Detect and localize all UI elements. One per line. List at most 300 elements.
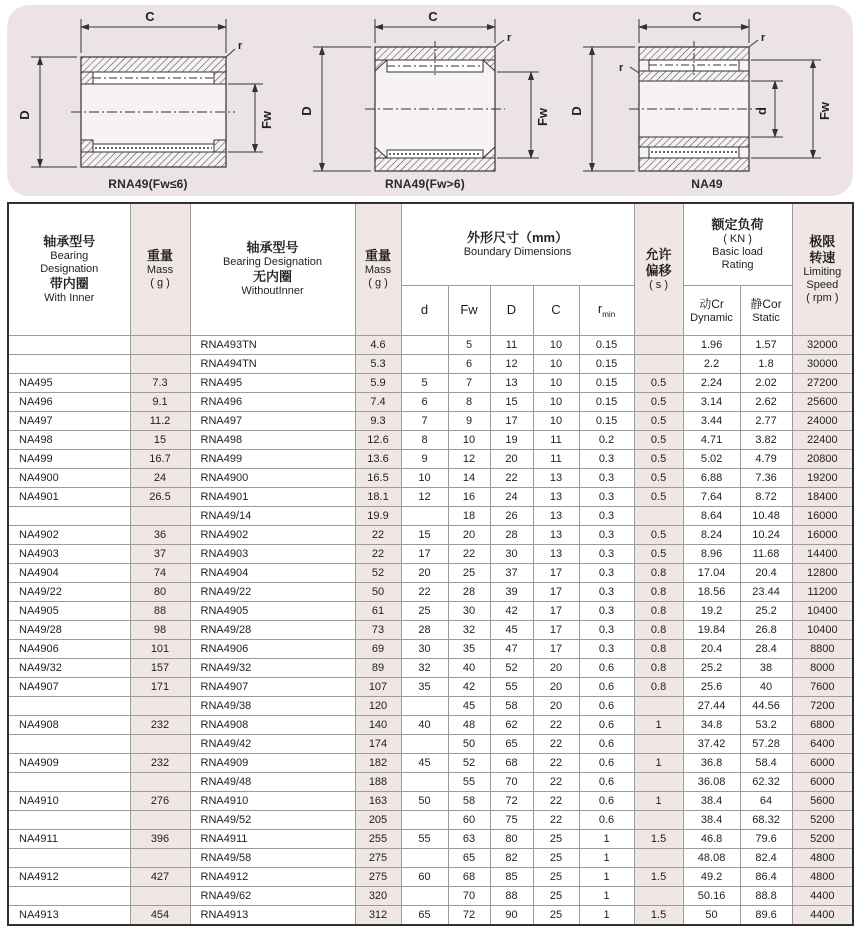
cell: 0.3	[579, 601, 634, 620]
table-row	[8, 392, 853, 411]
cell: 62	[490, 715, 533, 734]
cell: 88	[130, 601, 190, 620]
cell: 79.6	[740, 829, 792, 848]
cell: 58.4	[740, 753, 792, 772]
cell: 0.5	[634, 449, 683, 468]
table-row	[8, 886, 853, 905]
bearing-cross-section-icon	[567, 7, 847, 179]
cell: 11.68	[740, 544, 792, 563]
cell: NA496	[8, 392, 130, 411]
cell: 4.79	[740, 449, 792, 468]
cell: 61	[355, 601, 401, 620]
header-allowable-offset: 允许 偏移 ( s )	[634, 203, 683, 335]
table-row	[8, 677, 853, 696]
header-boundary-dimensions: 外形尺寸（mm） Boundary Dimensions	[401, 203, 634, 285]
cell: 5.9	[355, 373, 401, 392]
cell: NA4908	[8, 715, 130, 734]
cell: 18	[448, 506, 490, 525]
cell: 7	[401, 411, 448, 430]
cell: 20	[448, 525, 490, 544]
cell: RNA4912	[190, 867, 355, 886]
cell	[634, 848, 683, 867]
cell: 275	[355, 867, 401, 886]
cell: 42	[448, 677, 490, 696]
cell: 0.8	[634, 563, 683, 582]
cell: 0.8	[634, 620, 683, 639]
cell: 5	[448, 335, 490, 354]
cell	[401, 734, 448, 753]
table-row	[8, 449, 853, 468]
cell: 25	[448, 563, 490, 582]
cell	[634, 886, 683, 905]
header-static-cor: 静Cor Static	[740, 285, 792, 335]
cell: NA4902	[8, 525, 130, 544]
cell: 140	[355, 715, 401, 734]
cell: NA4912	[8, 867, 130, 886]
header-dim-fw: Fw	[448, 285, 490, 335]
cell: 65	[448, 848, 490, 867]
cell: 65	[401, 905, 448, 925]
table-row	[8, 696, 853, 715]
cell: 6.88	[683, 468, 740, 487]
cell: 3.82	[740, 430, 792, 449]
cell	[8, 506, 130, 525]
cell: 8.72	[740, 487, 792, 506]
cell: 22	[448, 544, 490, 563]
cell: 2.77	[740, 411, 792, 430]
diagram-caption: NA49	[691, 177, 723, 191]
cell: RNA498	[190, 430, 355, 449]
cell: 1.5	[634, 905, 683, 925]
cell: 30	[490, 544, 533, 563]
cell: 10400	[792, 601, 853, 620]
cell: 52	[448, 753, 490, 772]
cell	[401, 772, 448, 791]
dim-label-d-outer: D	[299, 106, 314, 116]
cell: 18.56	[683, 582, 740, 601]
cell: 65	[490, 734, 533, 753]
cell: 0.3	[579, 449, 634, 468]
cell: 28.4	[740, 639, 792, 658]
cell: 42	[490, 601, 533, 620]
cell: RNA49/58	[190, 848, 355, 867]
cell: 10	[448, 430, 490, 449]
header-mass-1: 重量 Mass ( g )	[130, 203, 190, 335]
cell: 427	[130, 867, 190, 886]
cell: NA4913	[8, 905, 130, 925]
dim-label-r: r	[761, 32, 766, 44]
cell: 10	[401, 468, 448, 487]
cell: 25	[533, 905, 579, 925]
bearing-diagram-rna49-large	[295, 5, 555, 191]
cell	[8, 886, 130, 905]
cell: 17	[533, 563, 579, 582]
cell: 47	[490, 639, 533, 658]
cell: 1.5	[634, 829, 683, 848]
cell: 16000	[792, 506, 853, 525]
cell: 85	[490, 867, 533, 886]
cell: 36.08	[683, 772, 740, 791]
header-without-inner: 轴承型号 Bearing Designation 无内圈 WithoutInner	[190, 203, 355, 335]
cell: 27.44	[683, 696, 740, 715]
cell: 63	[448, 829, 490, 848]
cell: 0.15	[579, 335, 634, 354]
cell: 19.84	[683, 620, 740, 639]
cell: 17	[533, 582, 579, 601]
cell: 8000	[792, 658, 853, 677]
cell: 4800	[792, 867, 853, 886]
cell: 255	[355, 829, 401, 848]
cell: RNA4900	[190, 468, 355, 487]
cell: RNA4911	[190, 829, 355, 848]
cell	[130, 886, 190, 905]
cell: 4400	[792, 905, 853, 925]
cell: 6800	[792, 715, 853, 734]
cell: 0.3	[579, 639, 634, 658]
cell: RNA49/48	[190, 772, 355, 791]
cell: 38.4	[683, 791, 740, 810]
cell: 11200	[792, 582, 853, 601]
table-body	[8, 335, 853, 925]
cell: 25600	[792, 392, 853, 411]
cell: 19.2	[683, 601, 740, 620]
cell: 0.3	[579, 525, 634, 544]
cell: 22	[533, 810, 579, 829]
cell: 8.96	[683, 544, 740, 563]
cell: 40	[401, 715, 448, 734]
cell: 1	[579, 829, 634, 848]
cell: 1	[634, 753, 683, 772]
cell: NA4903	[8, 544, 130, 563]
cell: 89.6	[740, 905, 792, 925]
cell: 36.8	[683, 753, 740, 772]
cell: RNA4903	[190, 544, 355, 563]
table-row	[8, 772, 853, 791]
cell	[130, 354, 190, 373]
cell: 182	[355, 753, 401, 772]
cell: 8800	[792, 639, 853, 658]
cell: 9.1	[130, 392, 190, 411]
cell: 7.3	[130, 373, 190, 392]
cell: 9.3	[355, 411, 401, 430]
dim-label-fw: Fw	[817, 101, 832, 121]
cell: 98	[130, 620, 190, 639]
cell: 22	[355, 525, 401, 544]
cell: 7600	[792, 677, 853, 696]
cell: NA4900	[8, 468, 130, 487]
cell: 17	[533, 620, 579, 639]
cell: 0.5	[634, 392, 683, 411]
cell: 11	[533, 430, 579, 449]
cell	[401, 810, 448, 829]
cell: 14	[448, 468, 490, 487]
bearing-spec-table	[7, 202, 854, 926]
cell: 22	[355, 544, 401, 563]
cell: 75	[490, 810, 533, 829]
cell: 25.6	[683, 677, 740, 696]
cell: 35	[401, 677, 448, 696]
cell: 68.32	[740, 810, 792, 829]
cell: 25	[533, 848, 579, 867]
cell: 45	[401, 753, 448, 772]
cell	[634, 506, 683, 525]
table-row	[8, 848, 853, 867]
table-row	[8, 525, 853, 544]
cell: 74	[130, 563, 190, 582]
cell: 22	[533, 734, 579, 753]
cell: 0.5	[634, 525, 683, 544]
cell: 28	[490, 525, 533, 544]
table-row	[8, 810, 853, 829]
cell: 14400	[792, 544, 853, 563]
cell: 58	[490, 696, 533, 715]
cell: 57.28	[740, 734, 792, 753]
cell: 25	[533, 829, 579, 848]
cell: 17	[490, 411, 533, 430]
cell: 55	[448, 772, 490, 791]
cell: 24000	[792, 411, 853, 430]
cell: 5600	[792, 791, 853, 810]
cell: 20	[401, 563, 448, 582]
cell: 0.3	[579, 620, 634, 639]
cell: 25	[533, 886, 579, 905]
cell: 18400	[792, 487, 853, 506]
table-row	[8, 734, 853, 753]
cell: 34.8	[683, 715, 740, 734]
cell: 13.6	[355, 449, 401, 468]
cell: 1.96	[683, 335, 740, 354]
cell: 38	[740, 658, 792, 677]
cell: 28	[401, 620, 448, 639]
cell: 1	[579, 905, 634, 925]
cell: 163	[355, 791, 401, 810]
cell: 50.16	[683, 886, 740, 905]
cell: 17	[533, 639, 579, 658]
cell: 30	[448, 601, 490, 620]
table-row	[8, 867, 853, 886]
cell: 11	[533, 449, 579, 468]
cell: 15	[130, 430, 190, 449]
cell: 0.15	[579, 373, 634, 392]
table-row	[8, 373, 853, 392]
cell	[634, 696, 683, 715]
table-row	[8, 468, 853, 487]
cell: 30	[401, 639, 448, 658]
cell: 20800	[792, 449, 853, 468]
cell: 22	[533, 715, 579, 734]
cell: NA498	[8, 430, 130, 449]
dim-label-d-inner: d	[754, 107, 769, 115]
cell: 70	[490, 772, 533, 791]
cell	[8, 354, 130, 373]
cell: 0.8	[634, 658, 683, 677]
cell: 13	[490, 373, 533, 392]
table-row	[8, 905, 853, 925]
cell: 13	[533, 525, 579, 544]
bearing-cross-section-icon	[13, 7, 283, 179]
cell: 0.3	[579, 563, 634, 582]
cell	[634, 810, 683, 829]
cell: 0.15	[579, 354, 634, 373]
table-row	[8, 753, 853, 772]
cell: 12	[448, 449, 490, 468]
cell: 9	[448, 411, 490, 430]
cell: 16000	[792, 525, 853, 544]
cell: NA4910	[8, 791, 130, 810]
table-row	[8, 791, 853, 810]
cell: 16	[448, 487, 490, 506]
bearing-diagram-rna49-small	[13, 5, 283, 191]
dim-label-c: C	[428, 9, 438, 24]
diagram-panel	[7, 5, 853, 196]
cell: 45	[448, 696, 490, 715]
cell: 50	[683, 905, 740, 925]
cell: 20	[533, 658, 579, 677]
cell: 12	[490, 354, 533, 373]
cell: 37	[490, 563, 533, 582]
cell: 0.3	[579, 582, 634, 601]
cell: 32000	[792, 335, 853, 354]
cell: 12800	[792, 563, 853, 582]
cell	[401, 886, 448, 905]
cell	[401, 696, 448, 715]
cell: 44.56	[740, 696, 792, 715]
dim-label-c: C	[692, 9, 702, 24]
cell: 10.24	[740, 525, 792, 544]
cell: 0.6	[579, 734, 634, 753]
cell: 0.8	[634, 639, 683, 658]
cell	[634, 772, 683, 791]
cell: 101	[130, 639, 190, 658]
cell: 9	[401, 449, 448, 468]
cell: 320	[355, 886, 401, 905]
cell: 10	[533, 392, 579, 411]
cell: 72	[448, 905, 490, 925]
cell: 232	[130, 753, 190, 772]
cell: 50	[401, 791, 448, 810]
cell: 19200	[792, 468, 853, 487]
header-basic-load-rating: 额定负荷 ( KN ) Basic load Rating	[683, 203, 792, 285]
cell: RNA4904	[190, 563, 355, 582]
cell: 8	[401, 430, 448, 449]
cell: 1	[579, 867, 634, 886]
cell: 5	[401, 373, 448, 392]
cell	[8, 810, 130, 829]
cell	[8, 734, 130, 753]
cell: 40	[448, 658, 490, 677]
header-dim-rmin: $r_{min}$	[579, 285, 634, 335]
cell: 1	[634, 715, 683, 734]
cell: 10.48	[740, 506, 792, 525]
cell: RNA496	[190, 392, 355, 411]
cell: 15	[401, 525, 448, 544]
cell: RNA4906	[190, 639, 355, 658]
diagram-caption: RNA49(Fw≤6)	[108, 177, 188, 191]
table-row	[8, 582, 853, 601]
cell: NA495	[8, 373, 130, 392]
cell: 17	[401, 544, 448, 563]
cell: 50	[355, 582, 401, 601]
cell: 0.5	[634, 430, 683, 449]
cell: 13	[533, 506, 579, 525]
cell: 13	[533, 468, 579, 487]
cell: 68	[448, 867, 490, 886]
header-dim-d: d	[401, 285, 448, 335]
cell: NA4905	[8, 601, 130, 620]
cell: 11	[490, 335, 533, 354]
cell: 0.6	[579, 715, 634, 734]
cell: 4.6	[355, 335, 401, 354]
cell: 22	[533, 791, 579, 810]
cell: 25.2	[683, 658, 740, 677]
cell: 0.8	[634, 677, 683, 696]
cell: 53.2	[740, 715, 792, 734]
cell: 10400	[792, 620, 853, 639]
cell: 17.04	[683, 563, 740, 582]
cell: 10	[533, 373, 579, 392]
cell: NA49/32	[8, 658, 130, 677]
cell: 232	[130, 715, 190, 734]
cell: 6000	[792, 772, 853, 791]
cell: 6	[448, 354, 490, 373]
cell: 0.3	[579, 506, 634, 525]
header-limiting-speed: 极限 转速 Limiting Speed ( rpm )	[792, 203, 853, 335]
cell: 454	[130, 905, 190, 925]
cell: RNA4901	[190, 487, 355, 506]
cell: 55	[401, 829, 448, 848]
cell: 0.6	[579, 696, 634, 715]
cell: 8	[448, 392, 490, 411]
cell: 73	[355, 620, 401, 639]
cell	[401, 335, 448, 354]
cell: 52	[355, 563, 401, 582]
cell: 13	[533, 487, 579, 506]
table-row	[8, 354, 853, 373]
table-row	[8, 411, 853, 430]
cell: 36	[130, 525, 190, 544]
cell: 55	[490, 677, 533, 696]
cell: 82.4	[740, 848, 792, 867]
cell: NA499	[8, 449, 130, 468]
cell: 89	[355, 658, 401, 677]
dim-label-d-outer: D	[569, 106, 584, 116]
cell	[8, 848, 130, 867]
cell: 7	[448, 373, 490, 392]
cell: 58	[448, 791, 490, 810]
cell: 3.14	[683, 392, 740, 411]
cell: 312	[355, 905, 401, 925]
dim-label-r2: r	[619, 62, 624, 74]
cell: 0.6	[579, 810, 634, 829]
cell	[634, 354, 683, 373]
cell: 0.6	[579, 753, 634, 772]
cell: 88	[490, 886, 533, 905]
cell: 0.3	[579, 468, 634, 487]
cell: 8.64	[683, 506, 740, 525]
cell: 20.4	[683, 639, 740, 658]
cell	[8, 696, 130, 715]
cell: 4800	[792, 848, 853, 867]
cell: 32	[401, 658, 448, 677]
cell: RNA49/22	[190, 582, 355, 601]
cell: 25	[533, 867, 579, 886]
cell: 12	[401, 487, 448, 506]
cell: RNA49/52	[190, 810, 355, 829]
cell: 68	[490, 753, 533, 772]
cell: 70	[448, 886, 490, 905]
cell: 23.44	[740, 582, 792, 601]
cell: 0.5	[634, 487, 683, 506]
